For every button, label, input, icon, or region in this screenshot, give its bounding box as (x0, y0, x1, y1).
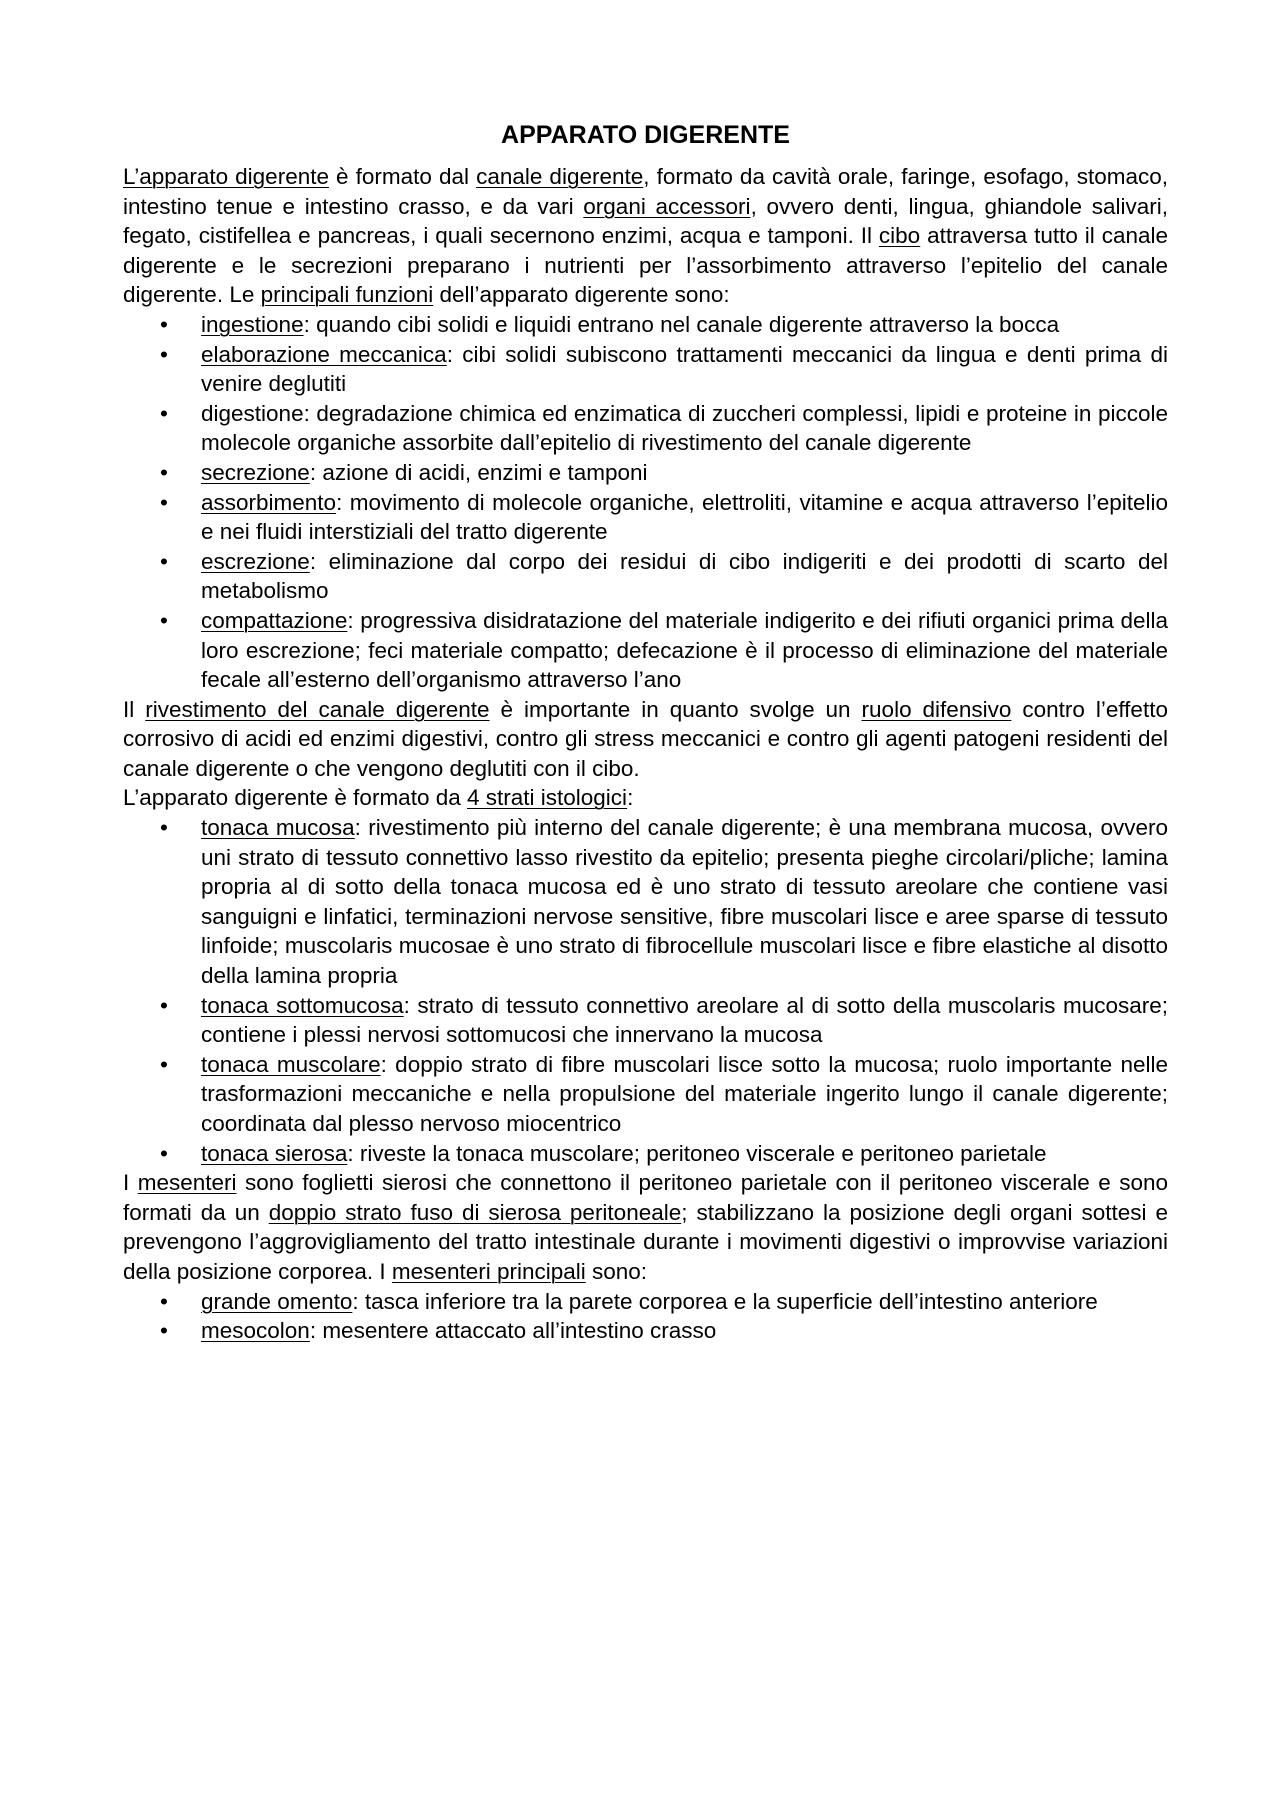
page-title: APPARATO DIGERENTE (501, 121, 790, 149)
layers-intro-paragraph: L’apparato digerente è formato da 4 strati istologici: (123, 785, 634, 811)
term-mesenteri: mesenteri (137, 1170, 237, 1196)
layers-list (123, 813, 1168, 1168)
term-cibo: cibo (878, 223, 921, 249)
intro-paragraph: L’apparato digerente è formato dal canale digerente, formato da cavità orale, faringe, esofago, stomaco, intestino tenue e intestino crasso, e da vari organi accessori, ovvero denti, lingua, ghiandole salivari, fegato, cistifellea e pancreas, i quali secernono enzimi, acqua e tamponi. Il cibo attraversa tutto il canale digerente e le secrezioni preparano i nutrienti per l’assorbimento attraverso l’epitelio del canale digerente. Le principali funzioni dell’apparato digerente sono: (123, 164, 1169, 308)
term-mesenteri-principali: mesenteri principali (391, 1258, 586, 1284)
term-doppio-strato: doppio strato fuso di sierosa peritoneale (268, 1199, 682, 1225)
list-item: • elaborazione meccanica: cibi solidi subiscono trattamenti meccanici da lingua e denti prima di venire deglutiti (123, 340, 1168, 399)
functions-list (123, 310, 1168, 695)
list-item: • secrezione: azione di acidi, enzimi e tamponi (123, 458, 1168, 488)
list-item: • mesocolon: mesentere attaccato all’intestino crasso (123, 1316, 1168, 1346)
mesenteries-paragraph: I mesenteri sono foglietti sierosi che connettono il peritoneo parietale con il peritoneo viscerale e sono formati da un doppio strato fuso di sierosa peritoneale; stabilizzano la posizione degli organi sottesi e prevengono l’aggrovigliamento del tratto intestinale durante i movimenti digestivi o improvvise variazioni della posizione corporea. I mesenteri principali sono: (123, 1170, 1168, 1284)
term-rivestimento: rivestimento del canale digerente (145, 696, 490, 722)
term-strati-istologici: 4 strati istologici (467, 785, 628, 811)
list-item: • grande omento: tasca inferiore tra la parete corporea e la superficie dell’intestino anteriore (123, 1287, 1168, 1317)
term-organi-accessori: organi accessori (583, 193, 751, 219)
term-apparato-digerente: L’apparato digerente (123, 164, 329, 189)
list-item: • tonaca muscolare: doppio strato di fibre muscolari lisce sotto la mucosa; ruolo importante nelle trasformazioni meccaniche e nella propulsione del materiale ingerito lungo il canale digerente; coordinata dal plesso nervoso miocentrico (123, 1050, 1168, 1139)
list-item: • assorbimento: movimento di molecole organiche, elettroliti, vitamine e acqua attraverso l’epitelio e nei fluidi interstiziali del tratto digerente (123, 488, 1168, 547)
list-item: • tonaca sierosa: riveste la tonaca muscolare; peritoneo viscerale e peritoneo parietale (123, 1139, 1168, 1169)
list-item: • escrezione: eliminazione dal corpo dei residui di cibo indigeriti e dei prodotti di scarto del metabolismo (123, 547, 1168, 606)
term-ruolo-difensivo: ruolo difensivo (861, 696, 1012, 722)
list-item: • digestione: degradazione chimica ed enzimatica di zuccheri complessi, lipidi e proteine in piccole molecole organiche assorbite dall’epitelio di rivestimento del canale digerente (123, 399, 1168, 458)
lining-paragraph: Il rivestimento del canale digerente è importante in quanto svolge un ruolo difensivo contro l’effetto corrosivo di acidi ed enzimi digestivi, contro gli stress meccanici e contro gli agenti patogeni residenti del canale digerente o che vengono deglutiti con il cibo. (123, 696, 1168, 781)
list-item: • tonaca mucosa: rivestimento più interno del canale digerente; è una membrana mucosa, ovvero uni strato di tessuto connettivo lasso rivestito da epitelio; presenta pieghe circolari/pliche; lamina propria al di sotto della tonaca mucosa ed è uno strato di tessuto areolare che contiene vasi sanguigni e linfatici, terminazioni nervose sensitive, fibre muscolari lisce e aree sparse di tessuto linfoide; muscolaris mucosae è uno strato di fibrocellule muscolari lisce e fibre elastiche al disotto della lamina propria (123, 813, 1168, 991)
list-item: • ingestione: quando cibi solidi e liquidi entrano nel canale digerente attraverso la bocca (123, 310, 1168, 340)
document-page (123, 120, 1168, 1346)
list-item: • tonaca sottomucosa: strato di tessuto connettivo areolare al di sotto della muscolaris mucosare; contiene i plessi nervosi sottomucosi che innervano la mucosa (123, 991, 1168, 1050)
mesenteries-list (123, 1287, 1168, 1346)
term-principali-funzioni: principali funzioni (260, 282, 434, 308)
term-canale-digerente: canale digerente (476, 164, 644, 189)
list-item: • compattazione: progressiva disidratazione del materiale indigerito e dei rifiuti organici prima della loro escrezione; feci materiale compatto; defecazione è il processo di eliminazione del materiale fecale all’esterno dell’organismo attraverso l’ano (123, 606, 1168, 695)
